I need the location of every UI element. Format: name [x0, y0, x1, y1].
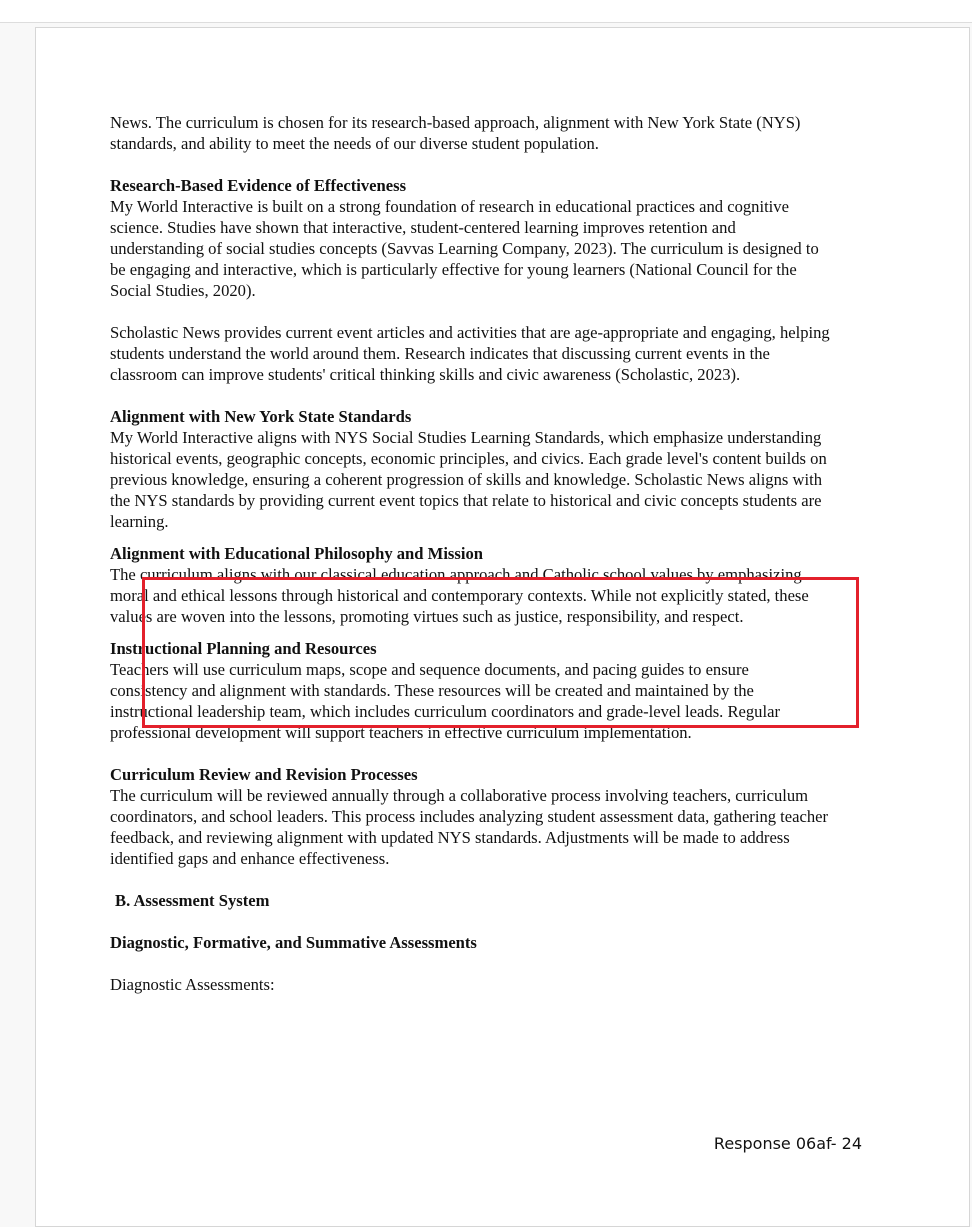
- intro-paragraph: News. The curriculum is chosen for its research-based approach, alignment with New York State (NYS) standards, and ability to meet the needs of our diverse student population.: [110, 113, 801, 153]
- section-heading: Alignment with Educational Philosophy and Mission: [110, 544, 483, 563]
- section-body: Scholastic News provides current event articles and activities that are age-appropriate and engaging, helping students understand the world around them. Research indicates that discussing current events in the classroom can improve students' critical thinking skills and civic awareness (Scholastic, 2023).: [110, 323, 830, 384]
- section-b-heading-paragraph: [110, 890, 830, 911]
- section-body: My World Interactive is built on a strong foundation of research in educational practices and cognitive science. Studies have shown that interactive, student-centered learning improves retention and understanding of social studies concepts (Savvas Learning Company, 2023). The curriculum is designed to be engaging and interactive, which is particularly effective for young learners (National Council for the Social Studies, 2020).: [110, 197, 819, 300]
- section-scholastic-news: [110, 322, 830, 385]
- assessments-subheading: Diagnostic, Formative, and Summative Assessments: [110, 933, 477, 952]
- section-body: Teachers will use curriculum maps, scope and sequence documents, and pacing guides to ensure consistency and alignment with standards. These resources will be created and maintained by the instructional leadership team, which includes curriculum coordinators and grade-level leads. Regular professional development will support teachers in effective curriculum implementation.: [110, 660, 780, 742]
- assessments-subheading-paragraph: [110, 932, 830, 953]
- section-nys-standards: [110, 406, 830, 532]
- page-footer: Response 06af- 24: [713, 1134, 862, 1153]
- section-research-evidence: [110, 175, 830, 301]
- section-philosophy-mission: [110, 543, 830, 627]
- section-heading: Research-Based Evidence of Effectiveness: [110, 176, 407, 195]
- section-body: The curriculum aligns with our classical education approach and Catholic school values by emphasizing moral and ethical lessons through historical and contemporary contexts. While not explicitly stated, these values are woven into the lessons, promoting virtues such as justice, responsibility, and respect.: [110, 565, 809, 626]
- section-b-heading: B. Assessment System: [115, 891, 270, 910]
- section-instructional-planning: [110, 638, 830, 743]
- viewer-top-bar: [0, 0, 972, 23]
- section-body: The curriculum will be reviewed annually through a collaborative process involving teachers, curriculum coordinators, and school leaders. This process includes analyzing student assessment data, gathering teacher feedback, and reviewing alignment with updated NYS standards. Adjustments will be made to address identified gaps and enhance effectiveness.: [110, 786, 829, 868]
- section-body: My World Interactive aligns with NYS Social Studies Learning Standards, which emphasize understanding historical events, geographic concepts, economic principles, and civics. Each grade level's content builds on previous knowledge, ensuring a coherent progression of skills and knowledge. Scholastic News aligns with the NYS standards by providing current event topics that relate to historical and civic concepts students are learning.: [110, 428, 827, 531]
- section-curriculum-review: [110, 764, 830, 869]
- diagnostic-assessments-line: Diagnostic Assessments:: [110, 975, 275, 994]
- section-heading: Instructional Planning and Resources: [110, 639, 377, 658]
- page-content: [110, 112, 830, 1016]
- section-heading: Curriculum Review and Revision Processes: [110, 765, 418, 784]
- section-heading: Alignment with New York State Standards: [110, 407, 412, 426]
